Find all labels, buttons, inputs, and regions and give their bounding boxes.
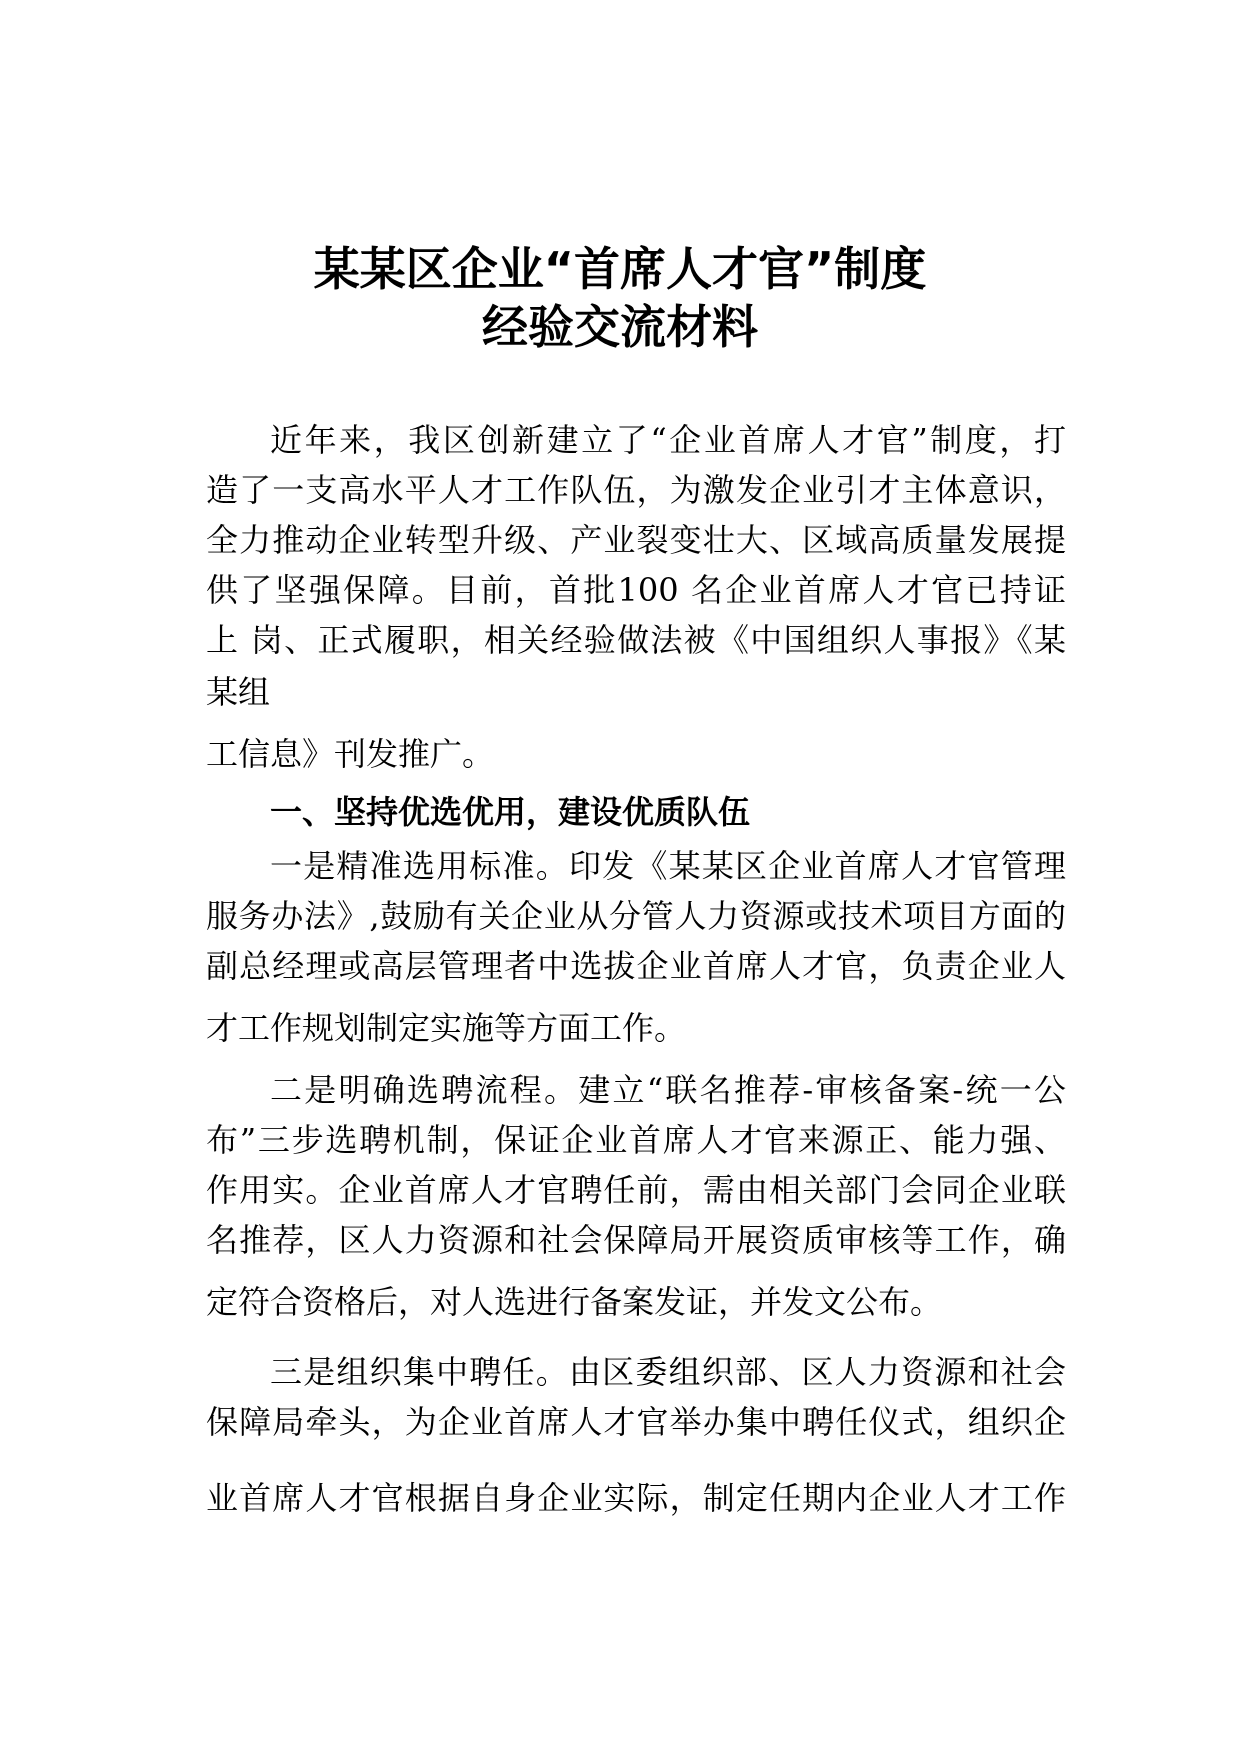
paragraph-line: 近年来，我区创新建立了“企业首席人才官”制度，打 — [270, 421, 1066, 459]
document-title — [0, 240, 1240, 356]
title-line-1: 某某区企业“首席人才官”制度 — [313, 242, 927, 296]
paragraph-line: 服务办法》,鼓励有关企业从分管人力资源或技术项目方面的 — [206, 897, 1066, 935]
paragraph-line: 保障局牵头，为企业首席人才官举办集中聘任仪式，组织企 — [206, 1403, 1066, 1441]
paragraph-line: 业首席人才官根据自身企业实际，制定任期内企业人才工作 — [206, 1479, 1066, 1517]
section-heading: 一、坚持优选优用，建设优质队伍 — [270, 793, 751, 831]
paragraph-line: 三是组织集中聘任。由区委组织部、区人力资源和社会 — [270, 1353, 1066, 1391]
paragraph-line: 作用实。企业首席人才官聘任前，需由相关部门会同企业联 — [206, 1171, 1066, 1209]
paragraph-line: 才工作规划制定实施等方面工作。 — [206, 1009, 687, 1047]
paragraph-line: 布”三步选聘机制，保证企业首席人才官来源正、能力强、 — [206, 1121, 1066, 1159]
paragraph-line: 名推荐，区人力资源和社会保障局开展资质审核等工作，确 — [206, 1221, 1066, 1259]
paragraph-line: 全力推动企业转型升级、产业裂变壮大、区域高质量发展提 — [206, 521, 1066, 559]
paragraph-line: 二是明确选聘流程。建立“联名推荐-审核备案-统一公 — [270, 1071, 1066, 1109]
paragraph-line: 某组 — [206, 673, 271, 711]
paragraph-line: 上 岗、正式履职，相关经验做法被《中国组织人事报》《某 — [206, 621, 1066, 659]
paragraph-line: 定符合资格后，对人选进行备案发证，并发文公布。 — [206, 1283, 943, 1321]
paragraph-line: 一是精准选用标准。印发《某某区企业首席人才官管理 — [270, 847, 1066, 885]
title-line-2: 经验交流材料 — [482, 300, 758, 354]
paragraph-line: 工信息》刊发推广。 — [206, 735, 495, 773]
paragraph-line: 造了一支高水平人才工作队伍，为激发企业引才主体意识， — [206, 471, 1066, 509]
paragraph-line: 副总经理或高层管理者中选拔企业首席人才官，负责企业人 — [206, 947, 1066, 985]
paragraph-line: 供了坚强保障。目前，首批100 名企业首席人才官已持证 — [206, 571, 1066, 609]
